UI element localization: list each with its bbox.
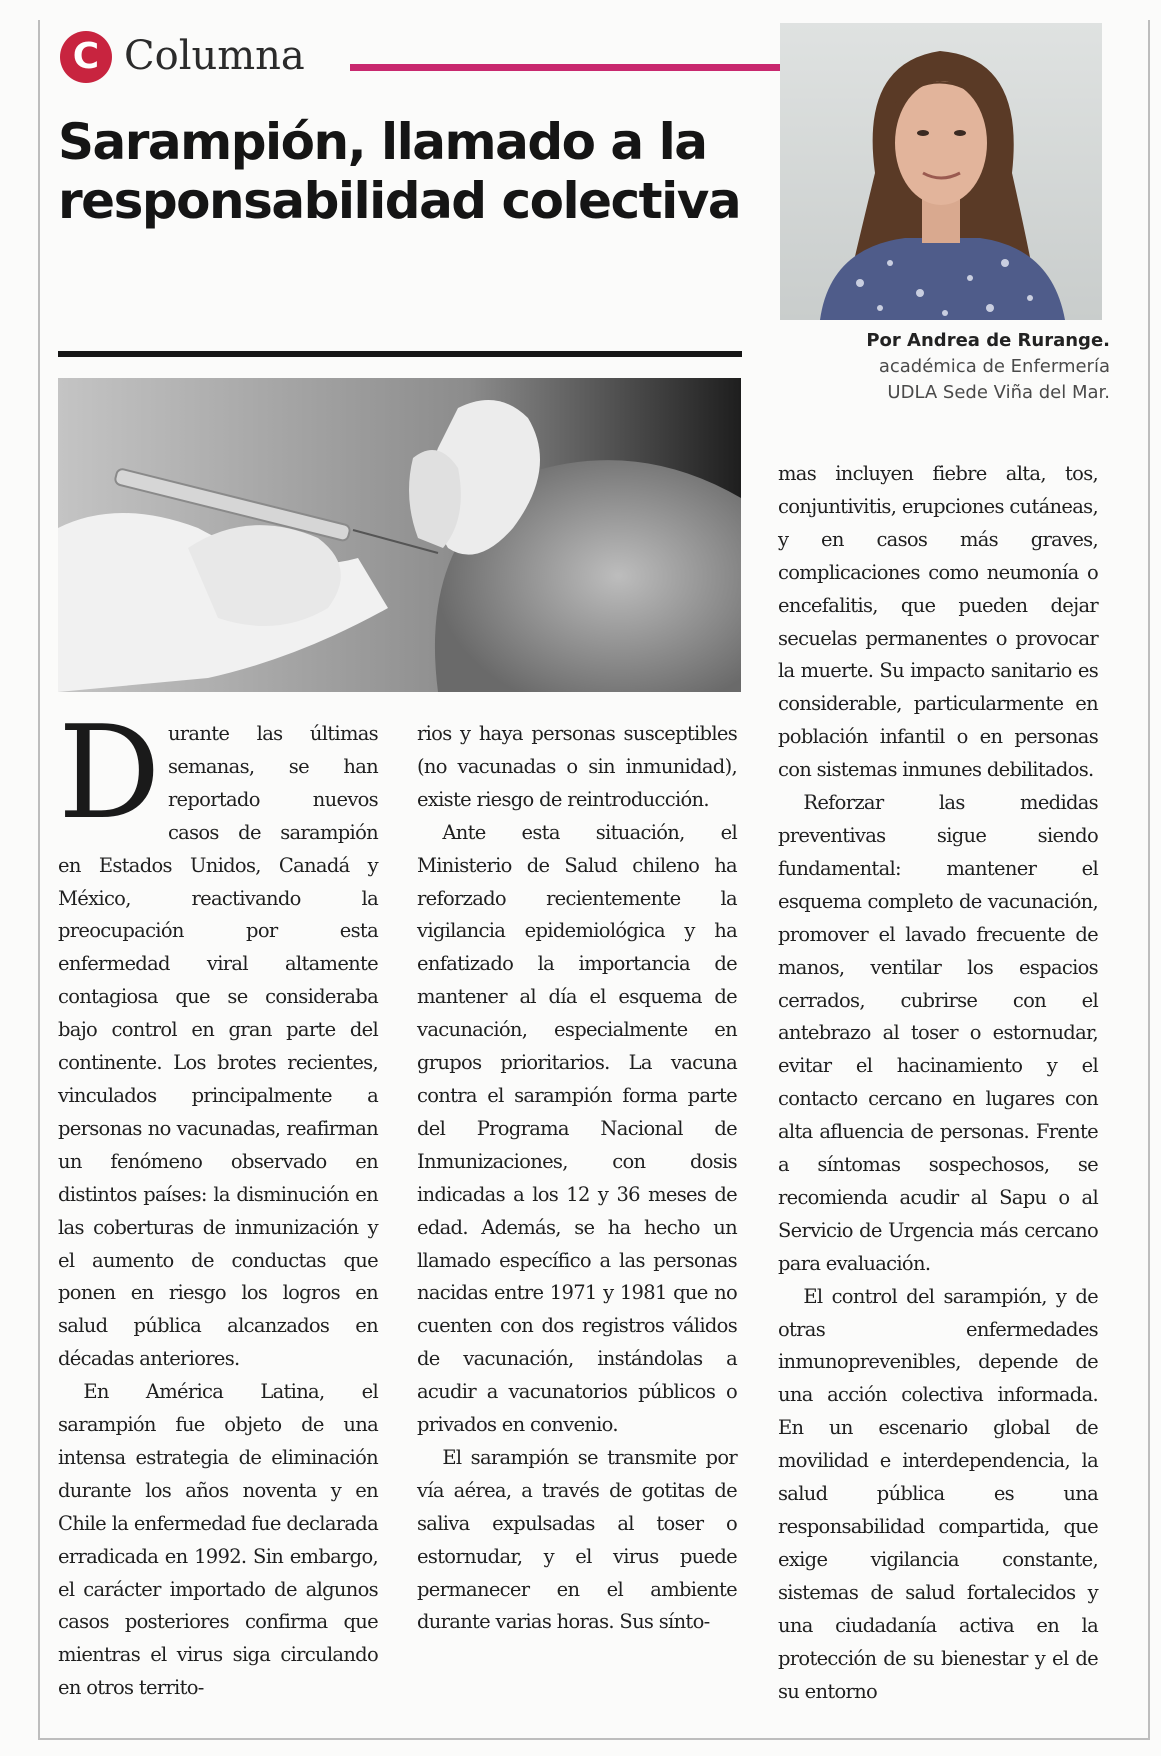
paragraph: En América Latina, el sarampión fue objeto de una intensa estrategia de eliminación durante los años noventa y en Chile la enfermedad fue declarada erradicada en 1992. Sin embargo, el carácter importado de algunos casos posteriores confirma que mientras el virus siga circulando en otros territo- [58,1380,378,1700]
byline [866,328,1110,406]
article-column-3 [778,458,1098,1708]
section-header [60,26,780,86]
section-badge: C [60,31,112,83]
author-affiliation: UDLA Sede Viña del Mar. [887,382,1110,403]
article-column-2 [417,718,737,1639]
page-border-bottom [38,1738,1150,1740]
author-photo [780,23,1102,320]
section-rule [350,64,780,71]
drop-cap: D [58,699,160,848]
hero-photo-vaccination [58,378,741,692]
paragraph: mas incluyen fiebre alta, tos, conjuntivitis, erupciones cutáneas, y en casos más graves, complicaciones como neumonía o encefalitis, que pueden dejar secuelas permanentes o provocar la muerte. Su impacto sanitario es considerable, particularmente en población infantil o en personas con sistemas inmunes debilitados. [778,462,1098,782]
section-label: Columna [124,33,305,79]
paragraph: Ante esta situación, el Ministerio de Salud chileno ha reforzado recientemente la vigilancia epidemiológica y ha enfatizado la importancia de mantener al día el esquema de vacunación, especialmente en grupos prioritarios. La vacuna contra el sarampión forma parte del Programa Nacional de Inmunizaciones, con dosis indicadas a los 12 y 36 meses de edad. Además, se ha hecho un llamado específico a las personas nacidas entre 1971 y 1981 que no cuenten con dos registros válidos de vacunación, instándolas a acudir a vacunatorios públicos o privados en convenio. [417,820,737,1437]
paragraph: El sarampión se transmite por vía aérea, a través de gotitas de saliva expulsadas al toser o estornudar, y el virus puede permanecer en el ambiente durante varias horas. Sus sínto- [417,1445,737,1634]
page-border-left [38,20,40,1740]
paragraph: El control del sarampión, y de otras enfermedades inmunoprevenibles, depende de una acción colectiva informada. En un escenario global de movilidad e interdependencia, la salud pública es una responsabilidad compartida, que exige vigilancia constante, sistemas de salud fortalecidos y una ciudadanía activa en la protección de su bienestar y el de su entorno [778,1284,1098,1703]
headline-rule [58,351,742,357]
author-name: Por Andrea de Rurange. [866,330,1110,351]
page-border-right [1148,20,1150,1740]
article-column-1 [58,699,378,1705]
paragraph [58,699,378,1376]
paragraph-text: urante las últimas semanas, se han reportado nuevos casos de sarampión en Estados Unidos, Canadá y México, reactivando la preocupación por esta enfermedad viral altamente contagiosa que se consideraba bajo control en gran parte del continente. Los brotes recientes, vinculados principalmente a personas no vacunadas, reafirman un fenómeno observado en distintos países: la disminución en las coberturas de inmunización y el aumento de conductas que ponen en riesgo los logros en salud pública alcanzados en décadas anteriores. [58,722,378,1371]
author-role: académica de Enfermería [878,356,1110,377]
paragraph: Reforzar las medidas preventivas sigue siendo fundamental: mantener el esquema completo de vacunación, promover el lavado frecuente de manos, ventilar los espacios cerrados, cubrirse con el antebrazo al toser o estornudar, evitar el hacinamiento y el contacto cercano en lugares con alta afluencia de personas. Frente a síntomas sospechosos, se recomienda acudir al Sapu o al Servicio de Urgencia más cercano para evaluación. [778,791,1098,1275]
paragraph: rios y haya personas susceptibles (no vacunadas o sin inmunidad), existe riesgo de reintroducción. [417,722,737,811]
headline: Sarampión, llamado a la responsabilidad colectiva [58,113,741,230]
